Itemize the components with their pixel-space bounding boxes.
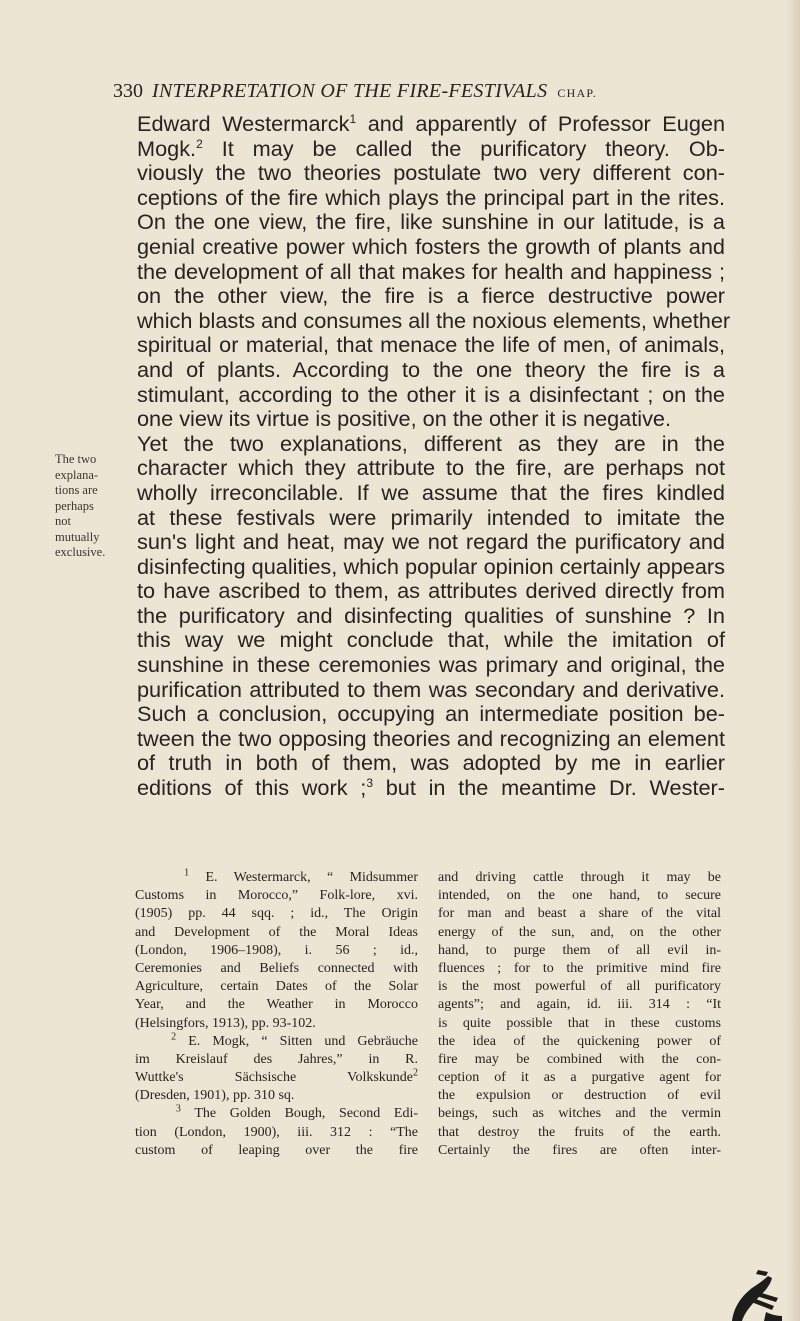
footnote-line: custom of leaping over the fire xyxy=(135,1142,418,1158)
footnote-line: energy of the sun, and, on the other xyxy=(438,924,721,940)
footnote-line: and driving cattle through it may be xyxy=(438,870,721,885)
body-line: and of plants. According to the one theory the fire is a xyxy=(137,356,725,382)
footnote-line: Ceremonies and Beliefs connected with xyxy=(135,960,418,976)
body-line: which blasts and consumes all the noxious elements, whether xyxy=(137,307,731,333)
footnote-line: (London, 1906–1908), i. 56 ; id., xyxy=(135,942,418,958)
marginal-note xyxy=(55,452,130,561)
footnote-line: the idea of the quickening power of xyxy=(438,1033,721,1049)
footnote-ref: 2 xyxy=(196,136,203,151)
marginal-note-line: mutually xyxy=(55,529,100,544)
body-line: sun's light and heat, may we not regard the purificatory and xyxy=(137,529,725,555)
marginal-note-line: not xyxy=(55,514,71,528)
footnote-line: $^2$ E. Mogk, “ Sitten und Gebräuche xyxy=(171,1031,419,1049)
marginal-note-line: The two xyxy=(55,452,97,466)
footnote-line: for man and beast a share of the vital xyxy=(438,906,721,922)
marginal-note-line: exclusive. xyxy=(55,545,106,559)
body-line: tween the two opposing theories and recognizing an element xyxy=(137,725,725,751)
body-line: Such a conclusion, occupying an intermediate position be- xyxy=(137,701,725,727)
footnote-line: beings, such as witches and the vermin xyxy=(438,1106,721,1122)
footnotes-right-column xyxy=(438,869,721,1160)
body-line: of truth in both of them, was adopted by me in earlier xyxy=(137,750,725,776)
footnote-line: $^3$ The Golden Bough, Second Edi- xyxy=(175,1103,419,1122)
body-line: Yet the two explanations, different as they are in the xyxy=(137,430,725,456)
marginal-note-line: tions are xyxy=(55,483,98,497)
footnote-line: and Development of the Moral Ideas xyxy=(135,924,418,940)
footnote-line: hand, to purge them of all evil in- xyxy=(438,942,721,958)
body-line: disinfecting qualities, which popular opinion certainly appears xyxy=(137,553,725,579)
marginal-note-line: explana- xyxy=(55,467,99,482)
body-line: viously the two theories postulate two very different con- xyxy=(137,160,725,186)
footnote-line: fluences ; for to the primitive mind fire xyxy=(438,960,721,976)
main-paragraph xyxy=(137,111,731,801)
body-line: the purificatory and disinfecting qualities of sunshine ? In xyxy=(137,602,725,628)
body-line: sunshine in these ceremonies was primary and original, the xyxy=(137,652,725,678)
body-line: ceptions of the fire which plays the principal part in the rites. xyxy=(137,184,725,210)
body-line: one view its virtue is positive, on the other it is negative. xyxy=(137,406,672,432)
footnote-ref: 3 xyxy=(366,775,373,790)
body-line: purification attributed to them was secondary and derivative. xyxy=(137,676,725,702)
running-header xyxy=(113,80,713,114)
library-stamp-mark xyxy=(728,1266,784,1321)
body-line: editions of this work ;$^3$ but in the meantime Dr. Wester- xyxy=(137,775,725,801)
footnote-line: (Dresden, 1901), pp. 310 sq. xyxy=(135,1088,295,1104)
page-edge-shading xyxy=(786,0,800,1321)
footnote-number: 3 xyxy=(175,1103,181,1115)
footnote-line: is the most powerful of all purificatory xyxy=(438,979,721,995)
body-line: stimulant, according to the other it is a disinfectant ; on the xyxy=(137,381,725,407)
footnote-line: (Helsingfors, 1913), pp. 93-102. xyxy=(135,1015,316,1031)
body-line: to have ascribed to them, as attributes derived directly from xyxy=(137,578,725,604)
footnote-line: Customs in Morocco,” Folk-lore, xvi. xyxy=(135,888,418,904)
footnote-line: tion (London, 1900), iii. 312 : “The xyxy=(135,1124,418,1140)
footnote-line: im Kreislauf des Jahres,” in R. xyxy=(135,1051,418,1067)
footnote-line: fire may be combined with the con- xyxy=(438,1051,721,1067)
footnote-line: Year, and the Weather in Morocco xyxy=(135,997,418,1013)
footnote-line: intended, on the one hand, to secure xyxy=(438,888,721,904)
footnote-line: Agriculture, certain Dates of the Solar xyxy=(135,979,418,995)
chapter-label: CHAP. xyxy=(557,86,598,100)
footnote-number: 1 xyxy=(184,867,190,879)
footnote-line: Wuttke's Sächsische Volkskunde$^2$ xyxy=(135,1067,418,1086)
footnote-ref: 1 xyxy=(349,111,357,126)
marginal-note-line: perhaps xyxy=(55,498,94,513)
body-line: Mogk.$^2$ It may be called the purificatory theory. Ob- xyxy=(137,135,726,161)
body-line: On the one view, the fire, like sunshine in our latitude, is a xyxy=(137,209,725,235)
footnote-line: ception of it as a purgative agent for xyxy=(438,1070,721,1086)
footnotes-left-column xyxy=(135,869,418,1160)
footnote-line: $^1$ E. Westermarck, “ Midsummer xyxy=(184,867,419,885)
footnote-number: 2 xyxy=(171,1031,177,1043)
footnote-line: agents”; and again, id. iii. 314 : “It xyxy=(438,997,721,1013)
body-line: genial creative power which fosters the growth of plants and xyxy=(137,233,725,259)
body-line: spiritual or material, that menace the life of men, of animals, xyxy=(137,332,725,358)
page-number: 330 xyxy=(113,80,143,102)
body-line: character which they attribute to the fire, are perhaps not xyxy=(137,455,725,481)
body-line: this way we might conclude that, while the imitation of xyxy=(137,627,725,653)
body-line: on the other view, the fire is a fierce destructive power xyxy=(137,283,725,309)
body-line: wholly irreconcilable. If we assume that the fires kindled xyxy=(137,479,725,505)
footnote-line: Certainly the fires are often inter- xyxy=(438,1142,721,1158)
body-line: Edward Westermarck$^1$ and apparently of Professor Eugen xyxy=(137,111,726,136)
footnote-line: the expulsion or destruction of evil xyxy=(438,1088,721,1104)
running-title: INTERPRETATION OF THE FIRE-FESTIVALS xyxy=(152,80,548,102)
footnote-line: that destroy the fruits of the earth. xyxy=(438,1124,721,1140)
body-line: the development of all that makes for health and happiness ; xyxy=(137,258,725,284)
footnote-line: is quite possible that in these customs xyxy=(438,1015,721,1031)
footnote-line: (1905) pp. 44 sqq. ; id., The Origin xyxy=(135,906,418,922)
body-line: at these festivals were primarily intended to imitate the xyxy=(137,504,725,530)
